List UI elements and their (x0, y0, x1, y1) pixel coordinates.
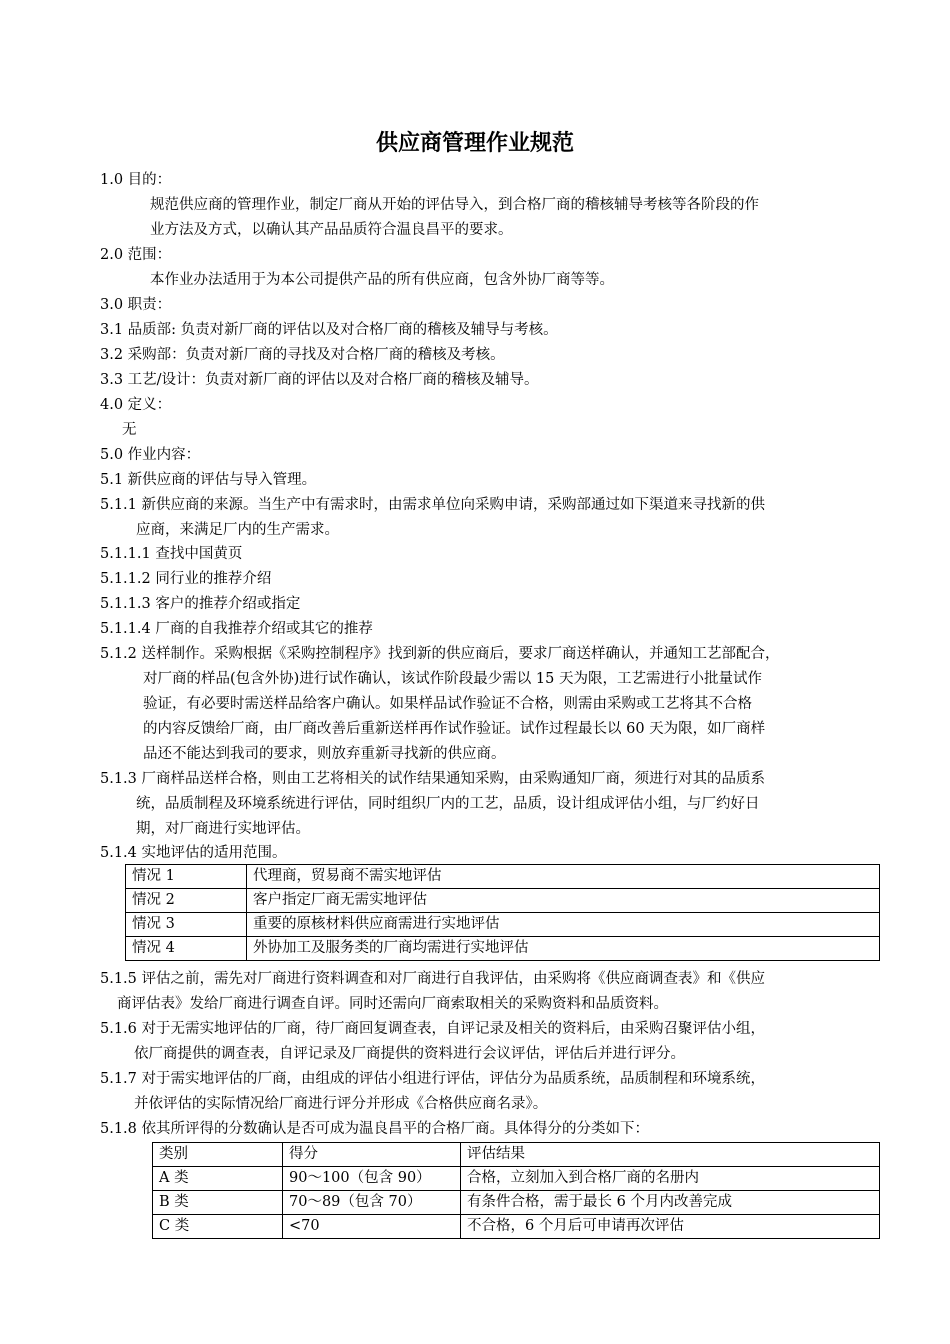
paragraph-line: 5.1.3 厂商样品送样合格，则由工艺将相关的试作结果通知采购，由采购通知厂商，须进行对其的品质系 (100, 771, 765, 787)
table-cell: 有条件合格，需于最长 6 个月内改善完成 (461, 1191, 880, 1215)
table-cell: 情况 1 (126, 865, 247, 889)
onsite-evaluation-table (125, 864, 880, 961)
paragraph-line: 规范供应商的管理作业，制定厂商从开始的评估导入，到合格厂商的稽核辅导考核等各阶段的作 (150, 197, 759, 213)
paragraph-line: 3.3 工艺/设计：负责对新厂商的评估以及对合格厂商的稽核及辅导。 (100, 372, 539, 388)
paragraph-line: 5.1.1.1 查找中国黄页 (100, 546, 243, 562)
section-heading: 2.0 范围： (100, 247, 172, 263)
paragraph-line: 5.1.1 新供应商的来源。当生产中有需求时，由需求单位向采购申请，采购部通过如下渠道来寻找新的供 (100, 497, 765, 513)
table-row (126, 937, 880, 961)
paragraph-line: 统，品质制程及环境系统进行评估，同时组织厂内的工艺，品质，设计组成评估小组，与厂约好日 (136, 796, 760, 812)
table-cell: C 类 (153, 1215, 283, 1239)
table-cell: 90～100（包含 90） (283, 1167, 461, 1191)
paragraph-line: 无 (122, 422, 137, 438)
table-cell: 情况 2 (126, 889, 247, 913)
section-heading: 4.0 定义： (100, 397, 172, 413)
paragraph-line: 5.1 新供应商的评估与导入管理。 (100, 472, 317, 488)
table-header-row (153, 1143, 880, 1167)
paragraph-line: 5.1.1.4 厂商的自我推荐介绍或其它的推荐 (100, 621, 373, 637)
paragraph-line: 对厂商的样品(包含外协)进行试作确认，该试作阶段最少需以 15 天为限，工艺需进行小批量试作 (143, 671, 762, 687)
table-header-cell: 类别 (153, 1143, 283, 1167)
paragraph-line: 5.1.6 对于无需实地评估的厂商，待厂商回复调查表，自评记录及相关的资料后，由采购召聚评估小组， (100, 1021, 765, 1037)
table-cell: 重要的原核材料供应商需进行实地评估 (247, 913, 880, 937)
table-row (126, 889, 880, 913)
table-cell: 外协加工及服务类的厂商均需进行实地评估 (247, 937, 880, 961)
table-row (153, 1191, 880, 1215)
paragraph-line: 5.1.8 依其所评得的分数确认是否可成为温良昌平的合格厂商。具体得分的分类如下： (100, 1121, 650, 1137)
paragraph-line: 品还不能达到我司的要求，则放弃重新寻找新的供应商。 (143, 746, 506, 762)
paragraph-line: 期，对厂商进行实地评估。 (136, 821, 310, 837)
page-title: 供应商管理作业规范 (375, 131, 574, 156)
table-cell: <70 (283, 1215, 461, 1239)
paragraph-line: 本作业办法适用于为本公司提供产品的所有供应商，包含外协厂商等等。 (150, 272, 614, 288)
table-cell: 代理商，贸易商不需实地评估 (247, 865, 880, 889)
paragraph-line: 商评估表》发给厂商进行调查自评。同时还需向厂商索取相关的采购资料和品质资料。 (117, 996, 668, 1012)
table-header-cell: 评估结果 (461, 1143, 880, 1167)
section-heading: 1.0 目的： (100, 172, 172, 188)
section-heading: 3.0 职责： (100, 297, 172, 313)
paragraph-line: 3.2 采购部：负责对新厂商的寻找及对合格厂商的稽核及考核。 (100, 347, 505, 363)
table-cell: 不合格，6 个月后可申请再次评估 (461, 1215, 880, 1239)
paragraph-line: 5.1.1.3 客户的推荐介绍或指定 (100, 596, 301, 612)
table-row (153, 1215, 880, 1239)
table-cell: 70～89（包含 70） (283, 1191, 461, 1215)
paragraph-line: 业方法及方式，以确认其产品品质符合温良昌平的要求。 (150, 222, 513, 238)
paragraph-line: 5.1.7 对于需实地评估的厂商，由组成的评估小组进行评估，评估分为品质系统，品质制程和环境系统， (100, 1071, 765, 1087)
table-row (126, 865, 880, 889)
table-cell: 情况 3 (126, 913, 247, 937)
paragraph-line: 5.1.4 实地评估的适用范围。 (100, 845, 287, 861)
paragraph-line: 3.1 品质部: 负责对新厂商的评估以及对合格厂商的稽核及辅导与考核。 (100, 322, 558, 338)
table-cell: B 类 (153, 1191, 283, 1215)
paragraph-line: 并依评估的实际情况给厂商进行评分并形成《合格供应商名录》。 (134, 1096, 548, 1112)
table-cell: 情况 4 (126, 937, 247, 961)
table-cell: 客户指定厂商无需实地评估 (247, 889, 880, 913)
table-row (153, 1167, 880, 1191)
section-heading: 5.0 作业内容： (100, 447, 201, 463)
table-cell: 合格，立刻加入到合格厂商的名册内 (461, 1167, 880, 1191)
paragraph-line: 验证，有必要时需送样品给客户确认。如果样品试作验证不合格，则需由采购或工艺将其不合格 (143, 696, 752, 712)
table-row (126, 913, 880, 937)
table-header-cell: 得分 (283, 1143, 461, 1167)
paragraph-line: 的内容反馈给厂商，由厂商改善后重新送样再作试作验证。试作过程最长以 60 天为限，如厂商样 (143, 721, 766, 737)
paragraph-line: 5.1.2 送样制作。采购根据《采购控制程序》找到新的供应商后，要求厂商送样确认，并通知工艺部配合， (100, 646, 780, 662)
paragraph-line: 依厂商提供的调查表，自评记录及厂商提供的资料进行会议评估，评估后并进行评分。 (134, 1046, 685, 1062)
table-cell: A 类 (153, 1167, 283, 1191)
paragraph-line: 5.1.5 评估之前，需先对厂商进行资料调查和对厂商进行自我评估，由采购将《供应商调查表》和《供应 (100, 971, 765, 987)
score-classification-table (152, 1142, 880, 1239)
paragraph-line: 应商，来满足厂内的生产需求。 (136, 522, 339, 538)
paragraph-line: 5.1.1.2 同行业的推荐介绍 (100, 571, 272, 587)
